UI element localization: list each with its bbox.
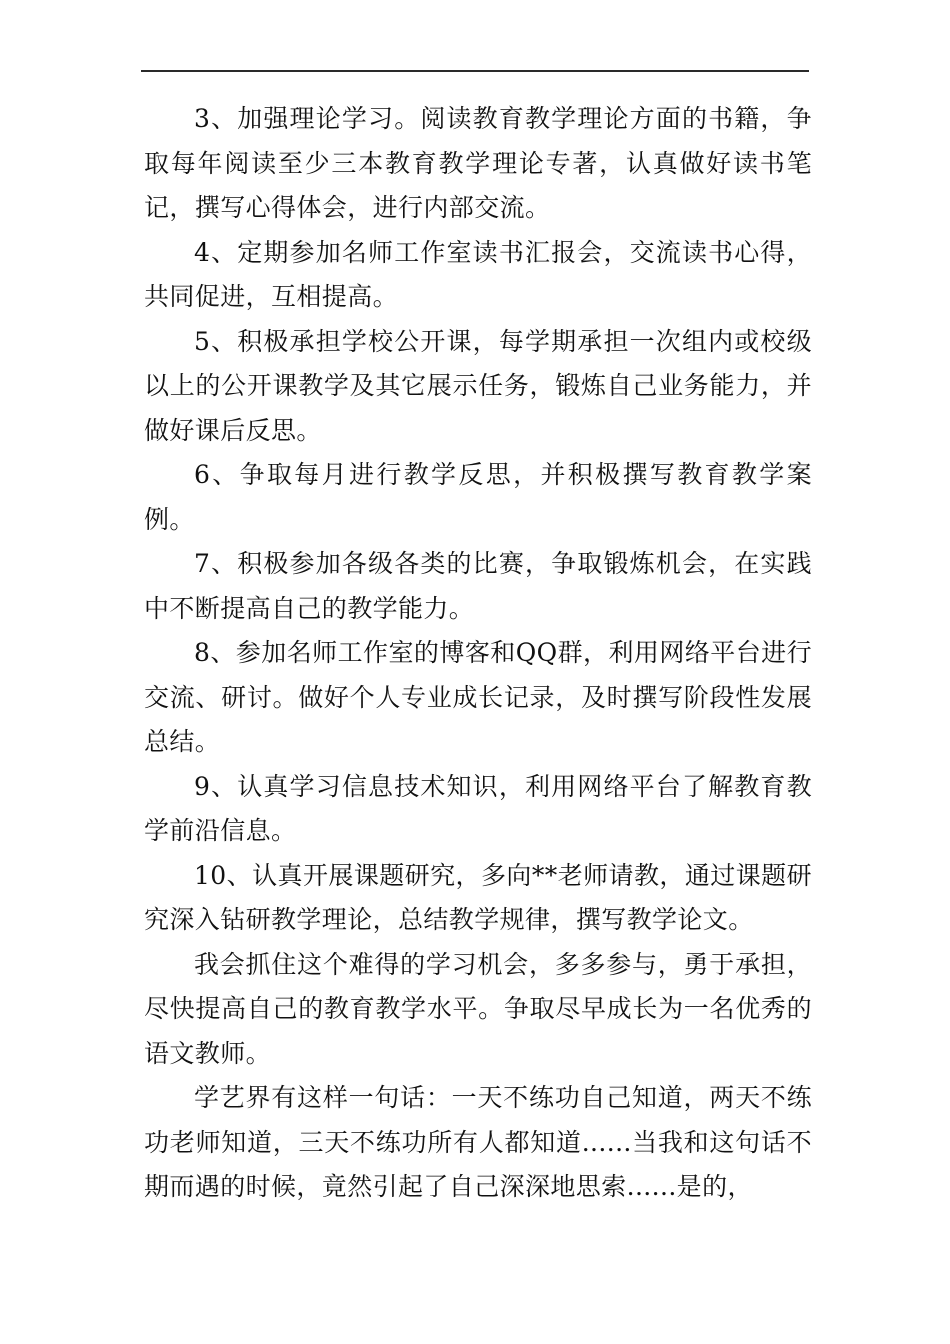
paragraph-item-7: 7、积极参加各级各类的比赛，争取锻炼机会，在实践中不断提高自己的教学能力。 (144, 549, 812, 623)
paragraph-item-3: 3、加强理论学习。阅读教育教学理论方面的书籍，争取每年阅读至少三本教育教学理论专著，认真做好读书笔记，撰写心得体会，进行内部交流。 (144, 104, 812, 222)
paragraph-item-6: 6、争取每月进行教学反思，并积极撰写教育教学案例。 (144, 460, 812, 534)
header-rule (141, 70, 809, 72)
paragraph-reflection: 学艺界有这样一句话：一天不练功自己知道，两天不练功老师知道，三天不练功所有人都知道......当我和这句话不期而遇的时候，竟然引起了自己深深地思索......是的， (144, 1083, 812, 1201)
document-body (144, 97, 812, 1210)
paragraph-item-4: 4、定期参加名师工作室读书汇报会，交流读书心得，共同促进，互相提高。 (144, 237, 812, 311)
paragraph-conclusion: 我会抓住这个难得的学习机会，多多参与，勇于承担，尽快提高自己的教育教学水平。争取尽早成长为一名优秀的语文教师。 (144, 949, 812, 1068)
paragraph-item-8: 8、参加名师工作室的博客和QQ群，利用网络平台进行交流、研讨。做好个人专业成长记录，及时撰写阶段性发展总结。 (144, 638, 812, 756)
paragraph-item-9: 9、认真学习信息技术知识，利用网络平台了解教育教学前沿信息。 (144, 771, 812, 845)
paragraph-item-10: 10、认真开展课题研究，多向**老师请教，通过课题研究深入钻研教学理论，总结教学规律，撰写教学论文。 (144, 860, 812, 934)
paragraph-item-5: 5、积极承担学校公开课，每学期承担一次组内或校级以上的公开课教学及其它展示任务，锻炼自己业务能力，并做好课后反思。 (144, 326, 812, 445)
